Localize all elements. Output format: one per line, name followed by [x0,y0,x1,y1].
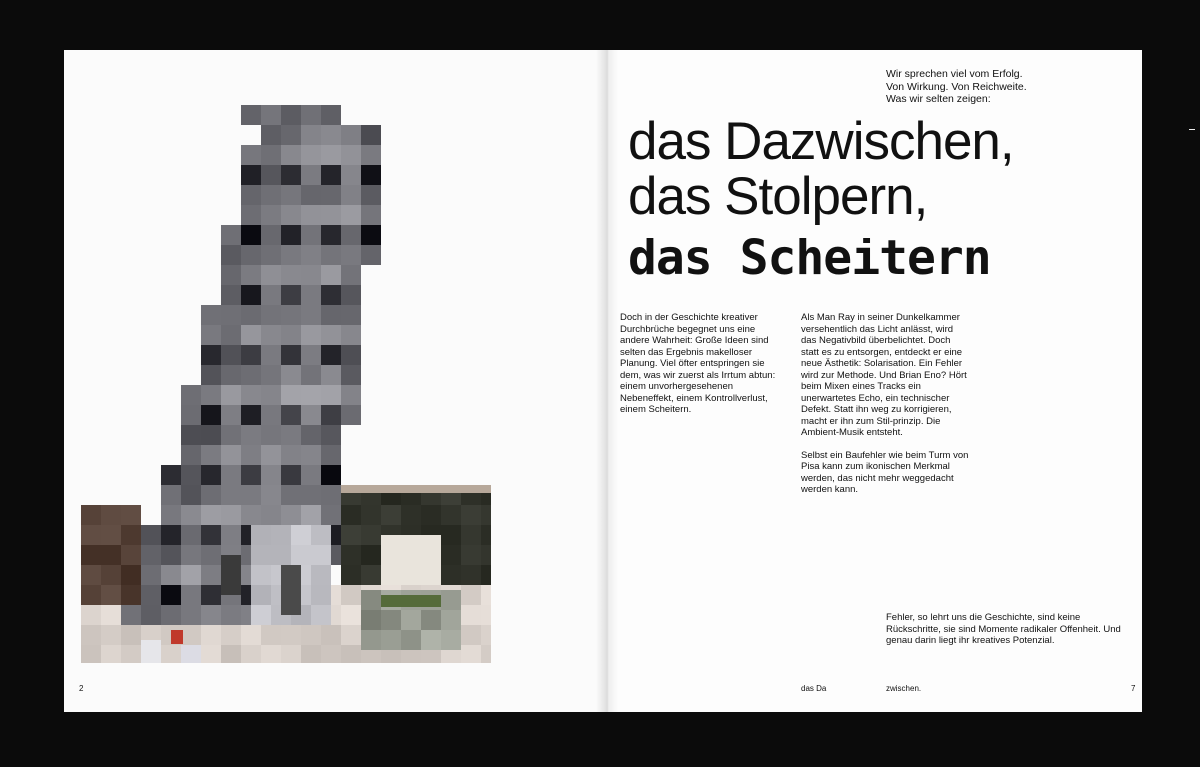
headline-pixel-word [628,238,1098,282]
magazine-spread [64,50,1142,712]
pixelated-tower-photo [81,85,491,663]
page-number-right: 7 [1131,684,1136,693]
running-footer-part-1: das Da [801,684,827,693]
tower-mosaic [81,85,491,663]
headline [628,114,1014,224]
pixel-text-svg [628,238,1098,282]
intro-line: Was wir selten zeigen: [886,93,991,105]
page-number-left: 2 [79,684,84,693]
body-column-2 [801,312,971,496]
body-paragraph: Als Man Ray in seiner Dunkelkammer versehentlich das Licht anlässt, wird das Negativbild überbelichtet. Doch statt es zu entsorgen, entdeckt er eine neue Ästhetik: Solarisation. Ein Fehler wird zur Methode. Und Brian Eno? Hört beim Mixen eines Tracks ein unerwartetes Echo, ein technischer Defekt. Statt ihn weg zu korrigieren, macht er ihn zum Stil-prinzip. Die Ambient-Musik entsteht. [801,312,967,438]
body-paragraph: Selbst ein Baufehler wie beim Turm von Pisa kann zum ikonischen Merkmal werden, das nicht mehr weggedacht werden kann. [801,449,969,495]
intro-text [886,68,1106,106]
closing-text: Fehler, so lehrt uns die Geschichte, sind keine Rückschritte, sie sind Momente radikaler Offenheit. Und genau darin liegt ihr kreatives Potenzial. [886,612,1121,646]
right-page [606,50,1142,712]
edge-mark [1189,129,1195,130]
intro-line: Wir sprechen viel vom Erfolg. [886,68,1023,80]
pixel-word-text: das Scheitern [628,238,991,282]
headline-line: das Dazwischen, [628,112,1014,171]
running-footer-part-2: zwischen. [886,684,922,693]
intro-line: Von Wirkung. Von Reichweite. [886,80,1027,93]
body-column-1: Doch in der Geschichte kreativer Durchbrüche begegnet uns eine andere Wahrheit: Große Ideen sind selten das Ergebnis makelloser Planung. Viel öfter entspringen sie dem, was wir zuerst als Irrtum abtun: einem unvorhergesehenen Nebeneffekt, einem Kontrollverlust, einem Scheitern. [620,312,776,415]
left-page [64,50,606,712]
headline-line: das Stolpern, [628,167,928,226]
